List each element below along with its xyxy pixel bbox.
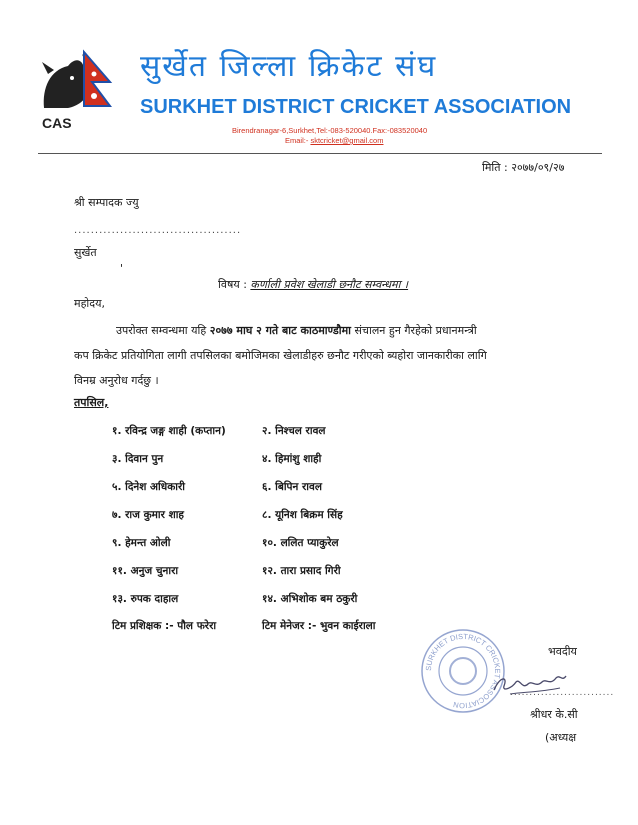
player-item: ९. हेमन्त ओली <box>112 537 171 549</box>
rhino-logo <box>38 48 114 134</box>
player-item: १४. अभिशोक बम ठकुरी <box>262 593 358 605</box>
email-line <box>285 136 383 145</box>
email-label: Email:- <box>285 136 309 145</box>
team-manager: टिम मेनेजर :- भुवन काईराला <box>262 620 376 632</box>
player-item: ६. बिपिन रावल <box>262 481 322 493</box>
subject-text: कर्णाली प्रवेश खेलाडी छनौट सम्वन्धमा । <box>250 278 409 291</box>
date-line: मिति : २०७७/०९/२७ <box>482 161 565 174</box>
player-item: ८. यूनिश बिक्रम सिंह <box>262 509 343 521</box>
player-item: ४. हिमांशु शाही <box>262 453 322 465</box>
player-item: १३. रुपक दाहाल <box>112 593 179 605</box>
body-line-3: विनम्र अनुरोध गर्दछु । <box>74 374 159 387</box>
signatory-name: श्रीधर के.सी <box>530 708 578 721</box>
team-coach: टिम प्रशिक्षक :- पौल फरेरा <box>112 620 217 632</box>
body-bold: २०७७ माघ २ गते बाट काठमाण्डौमा <box>209 324 352 337</box>
logo-text: CAS <box>42 115 72 131</box>
org-name-nepali: सुर्खेत जिल्ला क्रिकेट संघ <box>140 49 438 84</box>
recipient-title: श्री सम्पादक ज्यु <box>74 196 139 209</box>
recipient-comma: ' <box>120 262 124 275</box>
recipient-dots: ........................................ <box>74 225 242 236</box>
org-name-english: SURKHET DISTRICT CRICKET ASSOCIATION <box>140 96 572 118</box>
player-item: १०. ललित प्याकुरेल <box>262 537 339 549</box>
list-label: तपसिल, <box>74 396 109 409</box>
player-item: १२. तारा प्रसाद गिरी <box>262 565 341 577</box>
subject-line <box>218 277 408 292</box>
player-item: ७. राज कुमार शाह <box>112 509 185 521</box>
header-divider <box>38 153 602 154</box>
body-line-1 <box>74 318 614 343</box>
body-paragraph <box>74 318 614 393</box>
player-item: १. रविन्द्र जङ्ग शाही (कप्तान) <box>112 425 226 437</box>
player-item: ११. अनुज चुनारा <box>112 565 179 577</box>
body-part-1: उपरोक्त सम्वन्धमा यहि <box>116 324 207 337</box>
player-item: ५. दिनेश अधिकारी <box>112 481 186 493</box>
body-line-2: कप क्रिकेट प्रतियोगिता लागी तपसिलका बमोजिमका खेलाडीहरु छनौट गरीएको ब्यहोरा जानकारीका लागि <box>74 349 487 362</box>
subject-label: विषय : <box>218 278 247 291</box>
player-item: ३. दिवान पुन <box>112 453 164 465</box>
valediction: भवदीय <box>548 645 577 658</box>
signature-dots: ........................... <box>510 688 615 698</box>
signatory-designation: (अध्यक्ष <box>545 731 577 744</box>
address-line: Birendranagar-6,Surkhet,Tel:-083-520040.Fax:-083520040 <box>232 126 428 135</box>
email-link[interactable]: sktcricket@gmail.com <box>310 136 384 145</box>
recipient-place: सुर्खेत <box>74 246 97 259</box>
stamp-text: SURKHET DISTRICT CRICKET ASSOCIATION <box>423 631 503 711</box>
salutation: महोदय, <box>74 297 105 310</box>
player-item: २. निश्चल रावल <box>262 425 326 437</box>
body-part-2: संचालन हुन गैरहेको प्रधानमन्त्री <box>354 324 477 337</box>
